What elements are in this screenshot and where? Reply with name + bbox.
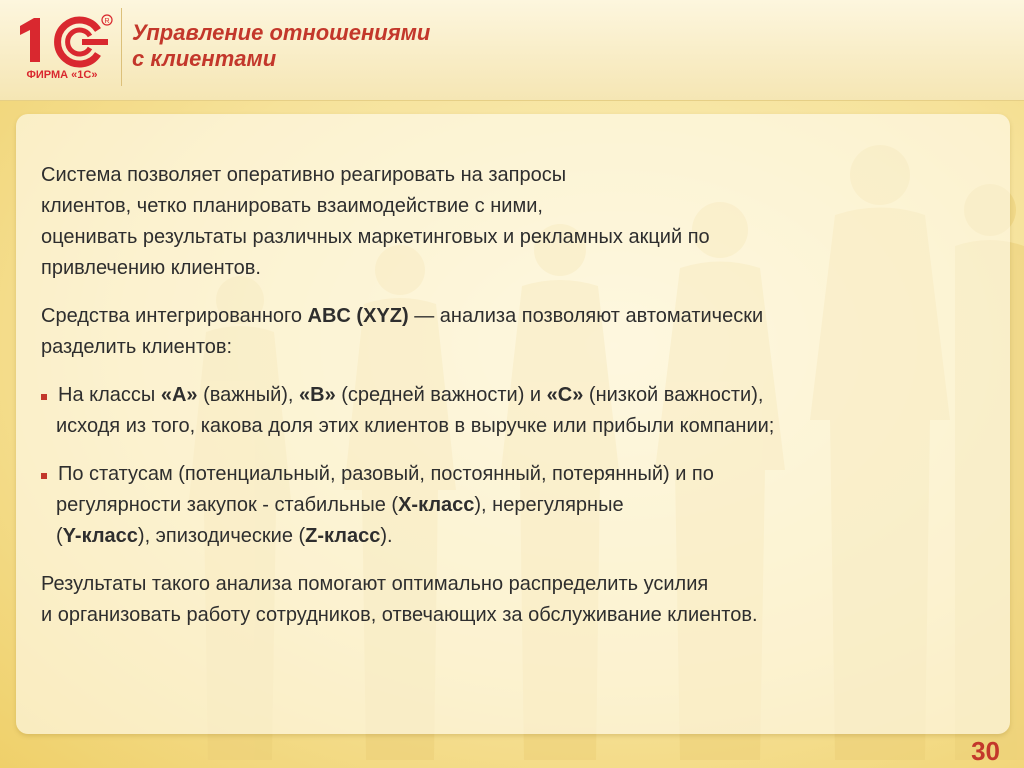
x-class-term: Х-класс (398, 494, 475, 516)
text-line: и организовать работу сотрудников, отвечающих за обслуживание клиентов. (41, 604, 758, 626)
paragraph-abc-xyz (41, 301, 1001, 363)
text-line: исходя из того, какова доля этих клиентов в выручке или прибыли компании; (56, 415, 775, 437)
text-line (56, 490, 1001, 521)
text-fragment: ), эпизодические ( (137, 525, 306, 547)
z-class-term: Z-класс (305, 525, 381, 547)
class-b-term: «В» (299, 384, 336, 406)
paragraph-analysis-results (41, 569, 1001, 631)
text-line (56, 521, 1001, 552)
bullet-marker-icon (41, 473, 47, 479)
text-line: привлечению клиентов. (41, 257, 261, 279)
class-a-term: «А» (160, 384, 198, 406)
text-fragment: ( (56, 525, 63, 547)
text-fragment: (важный), (197, 384, 300, 406)
class-c-term: «С» (546, 384, 584, 406)
slide-title-line2: с клиентами (132, 46, 277, 71)
text-line: оценивать результаты различных маркетинговых и рекламных акций по (41, 226, 710, 248)
slide-title-line1: Управление отношениями (132, 20, 431, 45)
text-line: разделить клиентов: (41, 336, 233, 358)
text-fragment: Средства интегрированного (41, 305, 308, 327)
text-fragment: регулярности закупок - стабильные ( (56, 494, 399, 516)
slide-body (41, 160, 1001, 648)
bullet-item-statuses (41, 459, 1001, 552)
header-divider (121, 8, 122, 86)
text-line: Результаты такого анализа помогают оптимально распределить усилия (41, 573, 709, 595)
text-fragment: (низкой важности), (583, 384, 764, 406)
text-line (41, 301, 1001, 332)
logo-caption: ФИРМА «1С» (26, 69, 98, 81)
text-fragment: (средней важности) и (335, 384, 547, 406)
svg-text:R: R (104, 18, 110, 25)
text-fragment: — анализа позволяют автоматически (408, 305, 764, 327)
bullet-marker-icon (41, 394, 47, 400)
1c-logo (12, 10, 116, 82)
bullet-item-classes (41, 380, 1001, 442)
text-fragment: ). (380, 525, 393, 547)
text-line (56, 380, 1001, 411)
abc-xyz-term: ABC (XYZ) (307, 305, 409, 327)
slide-header (0, 0, 1024, 101)
text-line: По статусам (потенциальный, разовый, постоянный, потерянный) и по (58, 463, 714, 485)
slide-title (132, 20, 430, 72)
y-class-term: Y-класс (62, 525, 138, 547)
text-line: Система позволяет оперативно реагировать на запросы (41, 164, 567, 186)
paragraph-system-description (41, 160, 1001, 284)
text-line: клиентов, четко планировать взаимодействие с ними, (41, 195, 543, 217)
text-fragment: На классы (58, 384, 161, 406)
page-number: 30 (971, 736, 1000, 766)
text-fragment: ), нерегулярные (474, 494, 624, 516)
